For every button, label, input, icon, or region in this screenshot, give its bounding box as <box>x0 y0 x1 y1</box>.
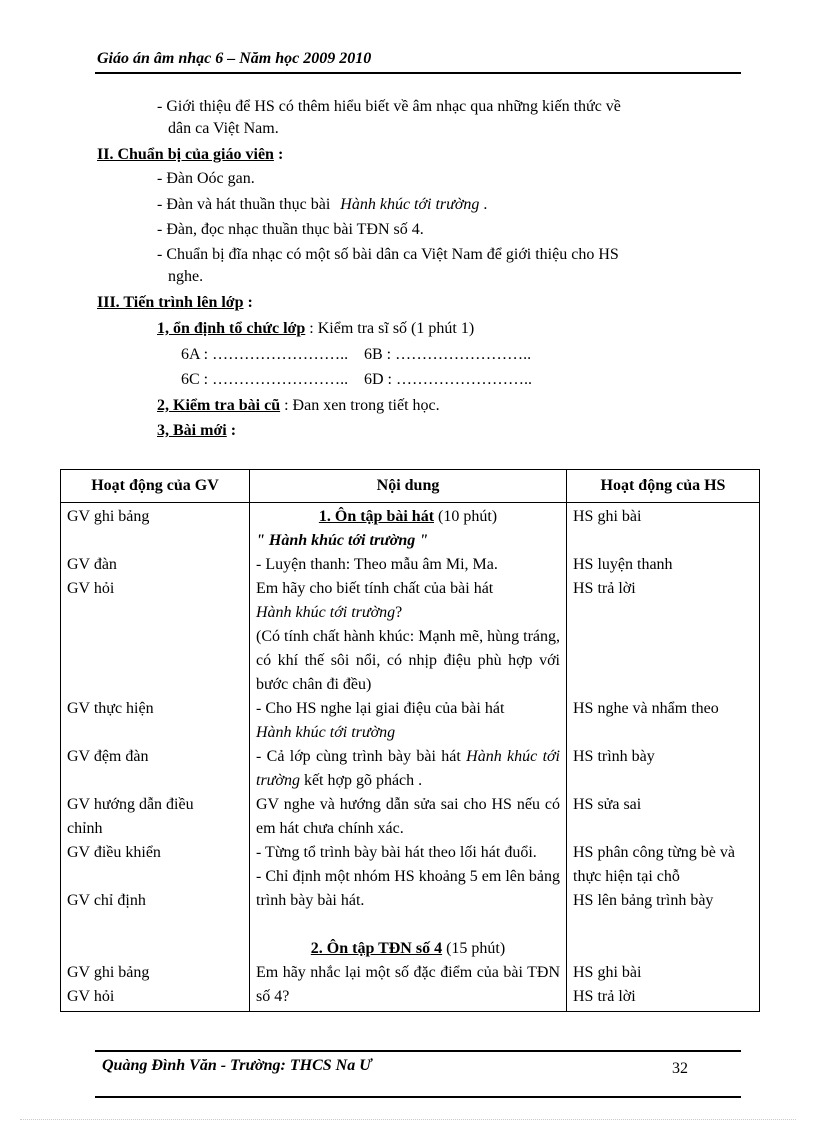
hs-r4: HS nghe và nhẩm theo <box>573 700 719 717</box>
prep-item-2-suffix: . <box>479 196 488 213</box>
content-r3-song <box>256 601 560 625</box>
page-edge-dots <box>20 1119 796 1120</box>
gv-column <box>61 503 250 1012</box>
section-3-heading <box>97 292 253 314</box>
section-3-heading-text: III. Tiến trình lên lớp <box>97 294 244 311</box>
footer-author: Quàng Đình Văn - Trường: THCS Na Ư <box>102 1057 372 1074</box>
gv-r3: GV hỏi <box>67 580 115 597</box>
prep-item-2-text: - Đàn và hát thuần thục bài <box>157 196 331 213</box>
section-2-heading <box>97 144 283 166</box>
gv-r2: GV đàn <box>67 556 117 573</box>
gv-r9: GV ghi bảng <box>67 964 150 981</box>
step-1 <box>157 318 474 340</box>
footer-rule <box>95 1050 741 1052</box>
content-r10: Em hãy nhắc lại một số đặc điểm của bài TĐN số 4? <box>256 964 560 1005</box>
step-1-label: 1, ổn định tổ chức lớp <box>157 320 306 337</box>
section-2-title: 2. Ôn tập TĐN số 4 <box>310 940 443 957</box>
prep-item-4: - Chuẩn bị đĩa nhạc có một số bài dân ca Việt Nam để giới thiệu cho HS <box>157 246 619 263</box>
content-r6: GV nghe và hướng dẫn sửa sai cho HS nếu có em hát chưa chính xác. <box>256 796 560 837</box>
gv-r7-spacer <box>67 865 243 889</box>
prep-item-2 <box>157 194 487 216</box>
class-6d: 6D : …………………….. <box>364 371 532 388</box>
content-r5-text: - Cả lớp cùng trình bày bài hát <box>256 748 467 765</box>
hs-r2: HS luyện thanh <box>573 556 673 573</box>
class-6c: 6C : …………………….. <box>181 371 349 388</box>
hs-r5-spacer <box>573 769 753 793</box>
table-header-row <box>61 470 760 503</box>
hs-r3: HS trả lời <box>573 580 636 597</box>
gv-r1: GV ghi bảng <box>67 508 150 525</box>
intro-line-2: dân ca Việt Nam. <box>168 120 279 137</box>
gv-r5-spacer <box>67 769 243 793</box>
content-r5-end: kết hợp gõ phách . <box>299 772 423 789</box>
class-6b: 6B : …………………….. <box>364 346 532 363</box>
content-r3-answer: (Có tính chất hành khúc: Mạnh mẽ, hùng tráng, có khí thế sôi nổi, có nhịp điệu phù hợp với bước chân đi đều) <box>256 628 560 693</box>
hs-r10: HS trả lời <box>573 988 636 1005</box>
hs-r9: HS ghi bài <box>573 964 642 981</box>
class-6a: 6A : …………………….. <box>181 346 349 363</box>
prep-item-4-cont: nghe. <box>168 268 204 285</box>
step-2-label: 2, Kiểm tra bài cũ <box>157 397 281 414</box>
gv-r6: GV hướng dẫn điều chỉnh <box>67 796 194 837</box>
gv-r4-spacer <box>67 721 243 745</box>
header-hs: Hoạt động của HS <box>567 470 760 503</box>
gv-r3-spacer <box>67 601 243 697</box>
hs-r6: HS sửa sai <box>573 796 642 813</box>
hs-r3-spacer <box>573 601 753 697</box>
content-r7: - Từng tổ trình bày bài hát theo lối hát đuổi. <box>256 844 537 861</box>
content-r8: - Chỉ định một nhóm HS khoảng 5 em lên bảng trình bày bài hát. <box>256 868 560 909</box>
section-2-heading-colon: : <box>273 146 284 163</box>
hs-r8-spacer <box>573 913 753 961</box>
content-r4-song: Hành khúc tới trường <box>256 724 396 741</box>
step-3-text: : <box>226 422 237 439</box>
gv-r8: GV chỉ định <box>67 892 146 909</box>
content-r1-title <box>256 505 560 529</box>
prep-item-1: - Đàn Oóc gan. <box>157 170 255 187</box>
step-3 <box>157 420 236 442</box>
step-2-text: : Đan xen trong tiết học. <box>280 397 440 414</box>
hs-r6-spacer <box>573 817 753 841</box>
step-3-label: 3, Bài mới <box>157 422 227 439</box>
hs-r5: HS trình bày <box>573 748 655 765</box>
footer-bottom-rule <box>95 1096 741 1098</box>
header-rule <box>95 72 741 74</box>
hs-column <box>567 503 760 1012</box>
page-number: 32 <box>672 1060 688 1077</box>
hs-r7: HS phân công từng bè và thực hiện tại chỗ <box>573 844 735 885</box>
section-1-title: 1. Ôn tập bài hát <box>318 508 435 525</box>
gv-r4: GV thực hiện <box>67 700 154 717</box>
page-header-title: Giáo án âm nhạc 6 – Năm học 2009 2010 <box>97 50 372 67</box>
section-1-time: (10 phút) <box>434 508 498 525</box>
prep-item-3: - Đàn, đọc nhạc thuần thục bài TĐN số 4. <box>157 221 424 238</box>
gv-r8-spacer <box>67 913 243 961</box>
content-r4: - Cho HS nghe lại giai điệu của bài hát <box>256 700 505 717</box>
section-2-time: (15 phút) <box>442 940 506 957</box>
content-column <box>250 503 567 1012</box>
header-content: Nội dung <box>250 470 567 503</box>
gv-r1-spacer <box>67 529 243 553</box>
hs-r8: HS lên bảng trình bày <box>573 892 714 909</box>
intro-line-1: - Giới thiệu để HS có thêm hiểu biết về âm nhạc qua những kiến thức về <box>157 98 621 115</box>
hs-r4-spacer <box>573 721 753 745</box>
hs-r1-spacer <box>573 529 753 553</box>
hs-r1: HS ghi bài <box>573 508 642 525</box>
section-3-heading-colon: : <box>243 294 253 311</box>
section-2-heading-text: II. Chuẩn bị của giáo viên <box>97 146 274 163</box>
content-r9-title <box>256 937 560 961</box>
lesson-activity-table <box>60 469 760 1012</box>
step-1-text: : Kiểm tra sĩ số (1 phút 1) <box>305 320 475 337</box>
gv-r10: GV hỏi <box>67 988 115 1005</box>
content-r3-song-title: Hành khúc tới trường <box>256 604 396 621</box>
content-r3-q: Em hãy cho biết tính chất của bài hát <box>256 580 494 597</box>
content-r8-spacer <box>256 913 560 937</box>
gv-r7: GV điều khiển <box>67 844 161 861</box>
content-r3-song-end: ? <box>395 604 403 621</box>
content-r5 <box>256 745 560 793</box>
step-2 <box>157 395 440 417</box>
content-r1-song: " Hành khúc tới trường " <box>256 532 429 549</box>
content-r5-song: Hành khúc tới trường <box>256 748 560 789</box>
prep-item-2-song: Hành khúc tới trường <box>340 196 480 213</box>
header-gv: Hoạt động của GV <box>61 470 250 503</box>
gv-r5: GV đệm đàn <box>67 748 149 765</box>
content-r2: - Luyện thanh: Theo mẫu âm Mi, Ma. <box>256 556 498 573</box>
table-body-row <box>61 503 760 1012</box>
